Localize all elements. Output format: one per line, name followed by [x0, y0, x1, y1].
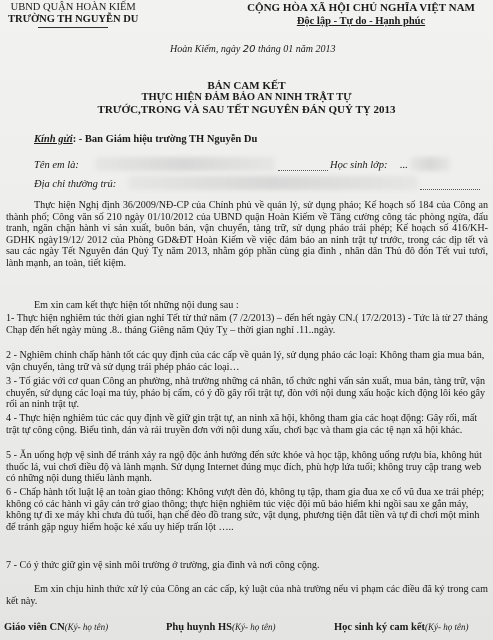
teacher-signature: [4, 622, 108, 633]
teacher-sub: (Ký- họ tên): [64, 622, 109, 632]
redacted-name: [95, 157, 275, 171]
recipient-value: : - Ban Giám hiệu trường TH Nguyễn Du: [72, 134, 258, 145]
student-signature: [334, 622, 469, 633]
name-label: Tên em là:: [34, 160, 79, 171]
org-underline: [38, 27, 108, 28]
title-line-1: BẢN CAM KẾT: [207, 80, 286, 92]
student-sub: (Ký- họ tên): [425, 622, 469, 632]
commitment-item-4: 4 - Thực hiện nghiêm túc các quy định về giữ gìn trật tự, an ninh xã hội, không tham gia các hoạt động: Gây rối, mất trật tự công cộng. Biểu tình, dán và rải truyền đơn với nội dung xấu, chơi bạc và tham gia các tệ nạn xã hội khác.: [6, 413, 478, 436]
title-line-3: TRƯỚC,TRONG VÀ SAU TẾT NGUYÊN ĐÁN QUÝ TỴ 2013: [97, 104, 396, 116]
parent-signature: [166, 622, 275, 633]
address-label: Địa chỉ thường trú:: [34, 179, 117, 190]
class-label: Học sinh lớp:: [330, 160, 388, 171]
document-date: [170, 44, 336, 55]
date-prefix: Hoàn Kiếm, ngày: [170, 44, 241, 55]
recipient-label: Kính gửi: [34, 134, 73, 145]
redacted-class: [410, 157, 450, 171]
commitment-item-7: 7 - Có ý thức giữ gìn vệ sinh môi trường ở trường, gia đình và nơi công cộng.: [6, 560, 320, 571]
intro-paragraph: Thực hiện Nghị định 36/2009/NĐ-CP của Chính phủ về quản lý, sử dụng pháo; Kế hoạch số 184 của Công an thành phố; Công văn số 210 ngày 01/10/2012 của UBND quận Hoàn Kiếm về Tăng cường công tác phòng ngừa, đấu tranh, ngăn chặn hành vi sản xuất, buôn bán, vận chuyển, tàng trữ, sử dụng pháo trái phép; Kế hoạch số 416/KH-GDHK ngày19/12/ 2012 của Phòng GD&ĐT Hoàn Kiếm về việc đảm bảo an ninh trật tự trước, trong các dịp tết và sau các ngày Tết Nguyên đán Quý Tỵ năm 2013, nhằm góp phần cùng gia đình , nhân dân Thủ đô đón Tết vui tươi, lành mạnh, an toàn, tiết kiệm.: [6, 200, 488, 269]
redacted-address: [128, 176, 418, 190]
national-header: [236, 2, 486, 28]
date-month: 01: [283, 44, 294, 55]
organization-header: [8, 2, 138, 28]
nation-line-1: CỘNG HÒA XÃ HỘI CHỦ NGHĨA VIỆT NAM: [247, 2, 475, 14]
org-line-1: UBND QUẬN HOÀN KIẾM: [10, 2, 136, 13]
commitment-item-2: 2 - Nghiêm chỉnh chấp hành tốt các quy định của các cấp về quản lý, sử dụng pháo các loại: Không tham gia mua bán, vận chuyển, tàng trữ và sử dụng trái phép pháo các loại…: [6, 350, 485, 373]
parent-sub: (Ký- họ tên): [231, 622, 276, 632]
closing-paragraph: Em xin chịu hình thức xử lý của Công an các cấp, kỷ luật của nhà trường nếu vi phạm các điều đã ký trong cam kết này.: [6, 584, 488, 607]
nation-line-2: Độc lập - Tự do - Hạnh phúc: [296, 16, 426, 27]
recipient-line: [34, 134, 257, 145]
student-label: Học sinh ký cam kết: [334, 622, 426, 633]
date-year: năm 2013: [295, 44, 336, 55]
title-line-2: THỰC HIỆN ĐẢM BẢO AN NINH TRẬT TỰ: [141, 92, 352, 103]
org-line-2: TRƯỜNG TH NGUYỄN DU: [8, 14, 139, 25]
teacher-label: Giáo viên CN: [4, 622, 65, 633]
name-dots: [278, 170, 328, 171]
commitment-item-3: 3 - Tố giác với cơ quan Công an phường, nhà trường những cá nhân, tổ chức nghi vấn sản xuất, mua bán, tàng trữ, vận chuyển, sử dụng các loại ma túy, pháo bị cấm, có ý đồ gây rối trật tự, đòn với nội dung xấu hoặc kích động lôi kéo gây rối an ninh trật tự.: [6, 376, 486, 411]
date-month-label: tháng: [258, 44, 281, 55]
address-dots: [420, 189, 480, 190]
parent-label: Phụ huynh HS: [166, 622, 232, 633]
commitment-item-5: 5 - Ăn uống hợp vệ sinh để tránh xảy ra ngộ độc ảnh hưởng đến sức khỏe và học tập, không uống rượu bia, không hút thuốc lá, vui chơi điều độ và lành mạnh. Sử dụng Internet đúng mục đích, phù hợp lứa tuổi; không truy cập trang web có những nội dung thiếu lành mạnh.: [6, 450, 482, 485]
date-day: 20: [242, 44, 256, 55]
class-value: ...: [400, 160, 408, 171]
commitment-item-6: 6 - Chấp hành tốt luật lệ an toàn giao thông: Không vượt đèn đỏ, không tụ tập, tham gia đua xe cổ vũ đua xe trái phép; không có các hành vi gây cản trở giao thông; thực hiện nghiêm túc việc đội mũ bảo hiểm khi ngồi sau xe gắn máy, không tự đi xe máy khi chưa đủ tuổi, hạn chế đèo đồ trang sức, vật dụng, phương tiện đắt tiền và tự đi chơi một mình để tránh gặp nguy hiểm hoặc kẻ xấu uy hiếp trấn lột …..: [6, 487, 485, 534]
commit-intro: Em xin cam kết thực hiện tốt những nội dung sau :: [34, 300, 239, 311]
commitment-item-1: 1- Thực hiện nghiêm túc thời gian nghỉ Tết từ thứ năm (7 /2/2013) – đến hết ngày CN.( 17/2/2013) - Tức là từ 27 tháng Chạp đến hết ngày mùng .8.. tháng Giêng năm Qúy Tỵ – thời gian nghỉ .11..ngày.: [6, 313, 488, 336]
